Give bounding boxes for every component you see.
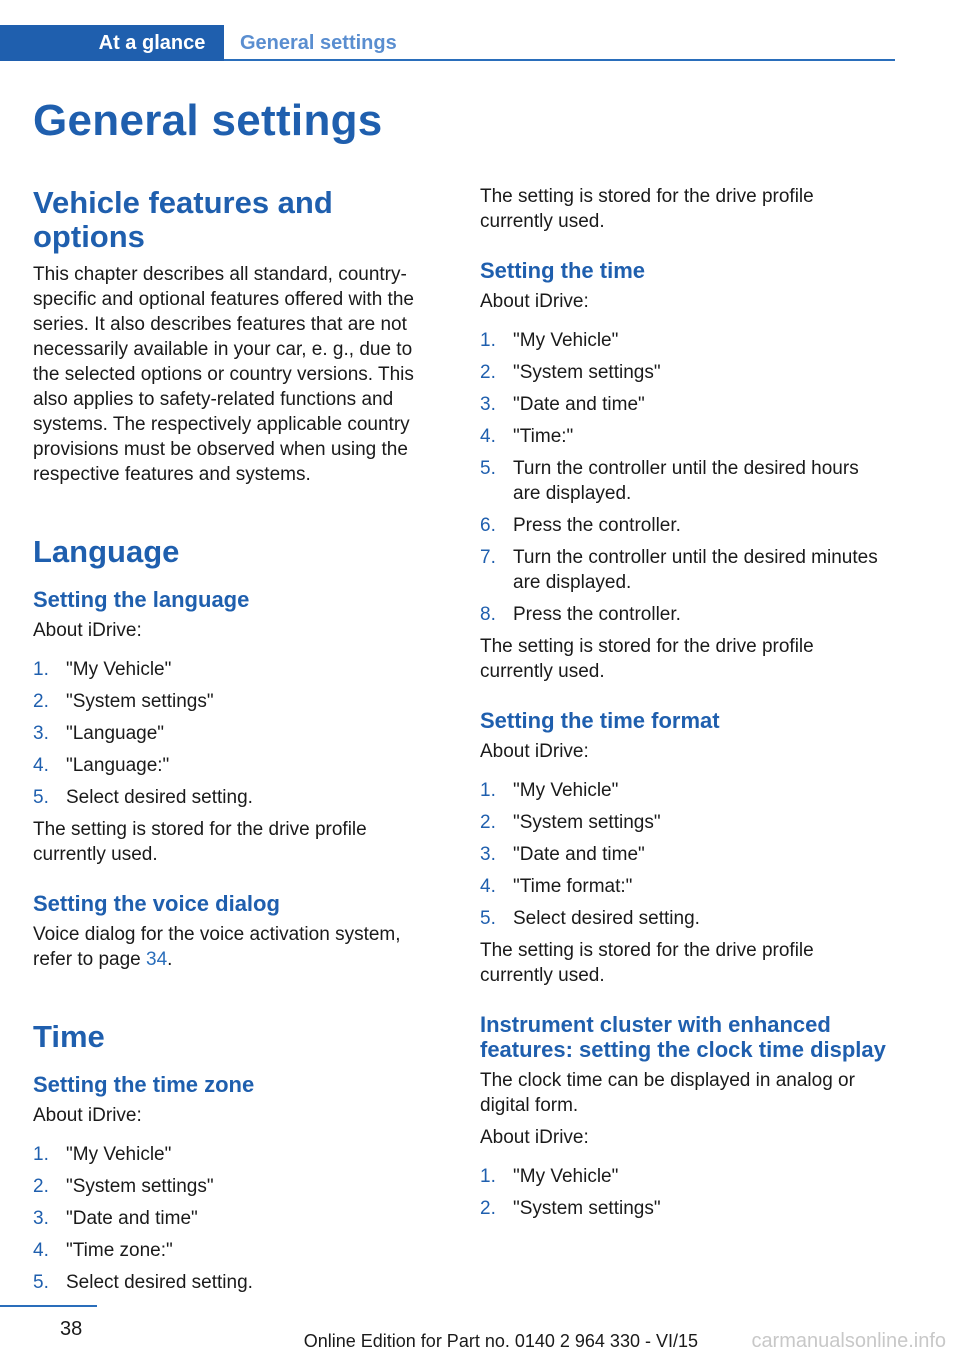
stored-note-time: The setting is stored for the drive profile currently used. [480, 636, 814, 682]
heading-language: Language [33, 534, 180, 569]
stored-note-format: The setting is stored for the drive profile currently used. [480, 940, 814, 986]
list-item: 7. Turn the controller until the desired minutes are displayed. [480, 547, 878, 593]
list-item: 1. "My Vehicle" [480, 1166, 619, 1187]
right-column [480, 184, 890, 1228]
list-item: 3. "Language" [33, 723, 165, 744]
list-item: 3. "Date and time" [480, 844, 645, 865]
footer-rule [0, 1305, 97, 1307]
heading-setting-language: Setting the language [33, 587, 250, 612]
heading-voice-dialog: Setting the voice dialog [33, 891, 280, 916]
list-item: 6. Press the controller. [480, 515, 681, 536]
format-steps [480, 778, 890, 931]
list-item: 5. Turn the controller until the desired hours are displayed. [480, 458, 859, 504]
list-item: 1. "My Vehicle" [33, 1144, 172, 1165]
heading-time-format: Setting the time format [480, 708, 720, 733]
timezone-steps [33, 1142, 443, 1295]
list-item: 3. "Date and time" [480, 394, 645, 415]
heading-time-zone: Setting the time zone [33, 1072, 255, 1097]
watermark: carmanualsonline.info [751, 1330, 946, 1352]
list-item: 2. "System settings" [33, 691, 214, 712]
list-item: 4. "Time zone:" [33, 1240, 173, 1261]
list-item: 4. "Language:" [33, 755, 170, 776]
heading-cluster-clock: Instrument cluster with enhanced features: setting the clock time display [480, 1012, 886, 1062]
page-number: 38 [60, 1318, 83, 1340]
about-idrive-language: About iDrive: [33, 620, 142, 641]
list-item: 4. "Time:" [480, 426, 574, 447]
heading-time: Time [33, 1019, 105, 1054]
list-item: 1. "My Vehicle" [480, 330, 619, 351]
list-item: 5. Select desired setting. [33, 787, 253, 808]
cluster-steps [480, 1164, 890, 1221]
paragraph-vehicle-features: This chapter describes all standard, country-specific and optional features offered with the series. It also describes features that are not necessarily available in your car, e. g., due to the selected options or country versions. This also applies to safety-related functions and systems. The respectively applicable country provisions must be observed when using the respective features and systems. [33, 264, 414, 485]
list-item: 1. "My Vehicle" [33, 659, 172, 680]
paragraph-cluster-clock: The clock time can be displayed in analog or digital form. [480, 1070, 855, 1116]
list-item: 5. Select desired setting. [480, 908, 700, 929]
stored-note-language: The setting is stored for the drive profile currently used. [33, 819, 367, 865]
about-idrive-time: About iDrive: [480, 291, 589, 312]
list-item: 2. "System settings" [480, 812, 661, 833]
list-item: 4. "Time format:" [480, 876, 633, 897]
heading-setting-time: Setting the time [480, 258, 646, 283]
page-link-34[interactable]: 34 [146, 949, 168, 970]
stored-note-profile: The setting is stored for the drive profile currently used. [480, 186, 814, 232]
list-item: 5. Select desired setting. [33, 1272, 253, 1293]
language-steps [33, 657, 443, 810]
tab-at-a-glance[interactable]: At a glance [0, 25, 224, 61]
page-title: General settings [33, 96, 383, 145]
list-item: 3. "Date and time" [33, 1208, 198, 1229]
paragraph-voice-dialog: Voice dialog for the voice activation system, refer to page 34. [33, 924, 401, 970]
list-item: 2. "System settings" [33, 1176, 214, 1197]
list-item: 8. Press the controller. [480, 604, 681, 625]
about-idrive-cluster: About iDrive: [480, 1127, 589, 1148]
header-rule [224, 59, 895, 61]
time-steps [480, 328, 890, 627]
list-item: 2. "System settings" [480, 362, 661, 383]
heading-vehicle-features: Vehicle features and options [33, 185, 333, 254]
list-item: 1. "My Vehicle" [480, 780, 619, 801]
edition-note: Online Edition for Part no. 0140 2 964 330 - VI/15 [303, 1331, 698, 1351]
header-bar [0, 25, 895, 61]
tab-general-settings[interactable]: General settings [240, 31, 397, 54]
list-item: 2. "System settings" [480, 1198, 661, 1219]
about-idrive-timezone: About iDrive: [33, 1105, 142, 1126]
left-column [33, 186, 443, 1302]
about-idrive-format: About iDrive: [480, 741, 589, 762]
